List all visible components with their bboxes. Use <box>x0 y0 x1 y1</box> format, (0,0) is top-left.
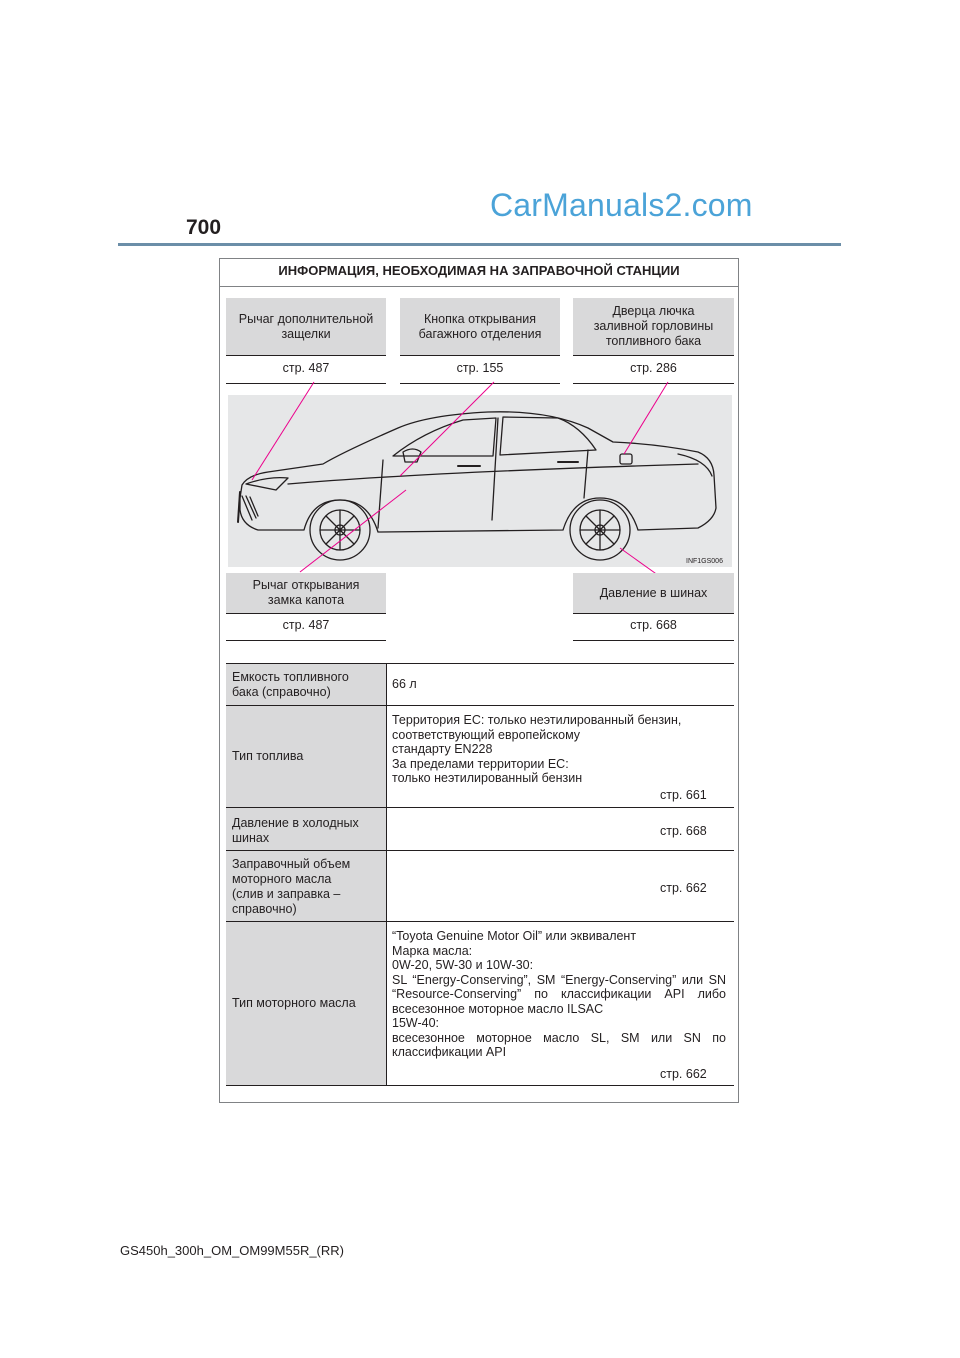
row-label-fuel-capacity: Емкость топливного бака (справочно) <box>226 664 386 705</box>
page-ref-tire-pressure[interactable]: стр. 668 <box>573 614 734 641</box>
page-number: 700 <box>186 216 222 239</box>
header-rule <box>118 243 841 246</box>
label-hood-lock-release-lever: Рычаг открывания замка капота <box>226 573 386 614</box>
page-ref-fuel-filler-door[interactable]: стр. 286 <box>573 357 734 384</box>
footer-code: GS450h_300h_OM_OM99M55R_(RR) <box>120 1243 344 1258</box>
row-ref-cold-tire-pressure[interactable]: стр. 668 <box>660 824 707 838</box>
title-divider <box>219 286 739 287</box>
car-side-view-illustration <box>228 380 732 580</box>
illustration-code: INF1GS006 <box>686 558 723 565</box>
row-ref-fuel-type[interactable]: стр. 661 <box>660 788 707 802</box>
label-secondary-latch-lever: Рычаг дополнительной защелки <box>226 298 386 356</box>
page-ref-secondary-latch[interactable]: стр. 487 <box>226 357 386 384</box>
row-ref-engine-oil-capacity[interactable]: стр. 662 <box>660 881 707 895</box>
row-value-fuel-type: Территория ЕС: только неэтилированный бензин, соответствующий европейскому стандарту EN228 За пределами территории ЕС: только неэтилированный бензин <box>392 713 682 785</box>
row-label-cold-tire-pressure: Давление в холодных шинах <box>226 808 386 850</box>
label-trunk-opener-button: Кнопка открывания багажного отделения <box>400 298 560 356</box>
page-ref-trunk-opener[interactable]: стр. 155 <box>400 357 560 384</box>
section-title: ИНФОРМАЦИЯ, НЕОБХОДИМАЯ НА ЗАПРАВОЧНОЙ СТАНЦИИ <box>278 263 680 278</box>
label-tire-pressure: Давление в шинах <box>573 573 734 614</box>
row-label-engine-oil-capacity: Заправочный объем моторного масла (слив и заправка – справочно) <box>226 851 386 921</box>
row-label-engine-oil-type: Тип моторного масла <box>226 922 386 1085</box>
row-label-fuel-type: Тип топлива <box>226 706 386 807</box>
table-column-divider <box>386 664 387 1085</box>
label-fuel-filler-door: Дверца лючка заливной горловины топливного бака <box>573 298 734 356</box>
row-value-fuel-capacity: 66 л <box>392 677 417 691</box>
table-rule <box>226 1085 734 1086</box>
row-ref-engine-oil-type[interactable]: стр. 662 <box>660 1067 707 1081</box>
watermark-text: CarManuals2.com <box>490 187 753 223</box>
page-ref-hood-lock-release[interactable]: стр. 487 <box>226 614 386 641</box>
row-value-engine-oil-type: “Toyota Genuine Motor Oil” или эквивалент Марка масла: 0W-20, 5W-30 и 10W-30: SL “Energy-Conserving”, SM “Energy-Conserving” или SN “Resource-Conserving” по классификации API либо всесезонное моторное масло ILSAC 15W-40: всесезонное моторное масло SL, SM или SN по классификации API <box>392 929 726 1059</box>
